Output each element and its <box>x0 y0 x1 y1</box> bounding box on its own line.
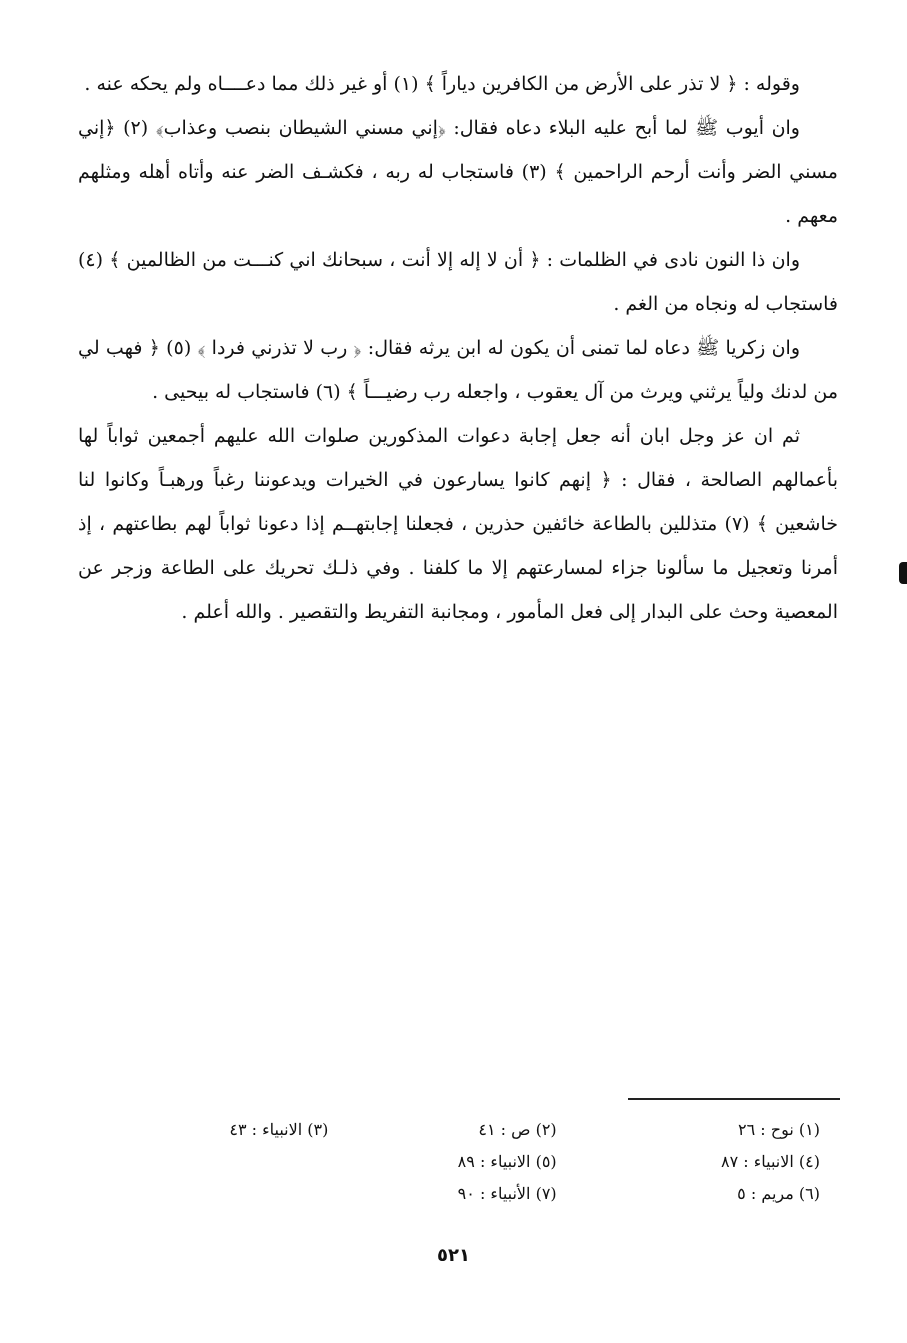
footnote-6: (٦) مريم : ٥ <box>737 1184 820 1203</box>
page-number: ٥٢١ <box>437 1245 470 1266</box>
paragraph-ayyub-supplication: وان أيوب ﷺ لما أبح عليه البلاء دعاه فقال: ﴿إني مسني الشيطان بنصب وعذاب﴾ (٢) ﴿إني مسني الضر وأنت أرحم الراحمين ﴾ (٣) فاستجاب له ربه ، فكشـف الضر عنه وأتاه أهله ومثلهم معهم . <box>78 117 838 227</box>
footnotes <box>120 1117 820 1207</box>
scan-edge-mark <box>899 562 907 584</box>
footnote-2: (٢) ص : ٤١ <box>478 1120 557 1139</box>
footnote-4: (٤) الانبياء : ٨٧ <box>721 1152 820 1171</box>
footnote-divider <box>628 1098 840 1100</box>
footnote-empty-2 <box>120 1181 353 1207</box>
footnote-empty-1 <box>120 1149 353 1175</box>
body-text <box>78 62 838 634</box>
paragraph-nuh-supplication: وقوله : ﴿ لا تذر على الأرض من الكافرين دياراً ﴾ (١) أو غير ذلك مما دعــــاه ولم يحكه عنه . <box>84 73 800 95</box>
paragraph-dhun-nun-supplication: وان ذا النون نادى في الظلمات : ﴿ أن لا إله إلا أنت ، سبحانك اني كنـــت من الظالمين ﴾ (٤) فاستجاب له ونجاه من الغم . <box>78 249 838 315</box>
footnote-3: (٣) الانبياء : ٤٣ <box>229 1120 329 1139</box>
paragraph-zakariya-supplication: وان زكريا ﷺ دعاه لما تمنى أن يكون له ابن يرثه فقال: ﴿ رب لا تذرني فردا ﴾ (٥) ﴿ فهب لي من لدنك ولياً يرثني ويرث من آل يعقوب ، واجعله رب رضيـــاً ﴾ (٦) فاستجاب له بيحيى . <box>78 337 838 403</box>
footnote-7: (٧) الأنبياء : ٩٠ <box>457 1184 557 1203</box>
paragraph-conclusion: ثم ان عز وجل ابان أنه جعل إجابة دعوات المذكورين صلوات الله عليهم أجمعين ثواباً لها بأعمالهم الصالحة ، فقال : ﴿ إنهم كانوا يسارعون في الخيرات ويدعوننا رغباً ورهبـاً وكانوا لنا خاشعين ﴾ (٧) متذللين بالطاعة خائفين حذرين ، فجعلنا إجابتهــم إذا دعونا ثواباً لهم بطاعتهم ، إذ أمرنا وتعجيل ما سألونا جزاء لمسارعتهم إلا ما كلفنا . وفي ذلـك تحريك على الطاعة وزجر عن المعصية وحث على البدار إلى فعل المأمور ، ومجانبة التفريط والتقصير . والله أعلم . <box>78 425 838 623</box>
footnote-5: (٥) الانبياء : ٨٩ <box>457 1152 557 1171</box>
footnote-1: (١) نوح : ٢٦ <box>738 1120 820 1139</box>
